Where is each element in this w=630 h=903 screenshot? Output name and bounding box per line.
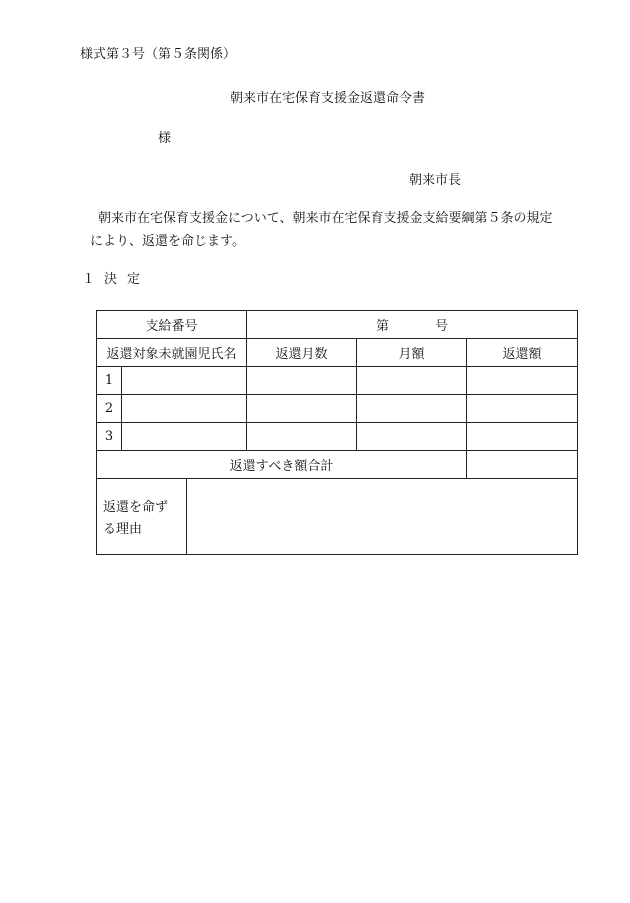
form-number: 様式第３号（第５条関係） — [80, 47, 237, 62]
months-cell — [247, 367, 357, 395]
months-cell — [247, 395, 357, 423]
issuer-name: 朝来市長 — [409, 173, 462, 188]
monthly-amount-cell — [357, 367, 467, 395]
section-heading — [82, 272, 150, 288]
table-row — [97, 367, 578, 395]
table-row — [97, 395, 578, 423]
body-text-line2: により、返還を命じます。 — [90, 234, 245, 249]
monthly-amount-cell — [357, 395, 467, 423]
reason-label-line2: る理由 — [103, 522, 143, 537]
column-header-row — [97, 339, 578, 367]
number-prefix: 第 — [375, 319, 389, 334]
payment-number-field — [247, 311, 578, 339]
col-monthly-amount: 月額 — [357, 339, 467, 367]
col-refund-amount: 返還額 — [467, 339, 578, 367]
months-cell — [247, 423, 357, 451]
payment-number-row — [97, 311, 578, 339]
refund-amount-cell — [467, 395, 578, 423]
number-suffix: 号 — [435, 319, 449, 334]
child-name-cell — [122, 395, 247, 423]
reason-row — [97, 479, 578, 555]
total-row — [97, 451, 578, 479]
refund-table — [96, 310, 578, 555]
refund-amount-cell — [467, 367, 578, 395]
total-amount-cell — [467, 451, 578, 479]
total-label: 返還すべき額合計 — [97, 451, 467, 479]
row-number: 1 — [97, 367, 122, 395]
row-number: 3 — [97, 423, 122, 451]
document-title: 朝来市在宅保育支援金返還命令書 — [230, 91, 426, 106]
table-row — [97, 423, 578, 451]
section-title: 決定 — [104, 272, 151, 287]
child-name-cell — [122, 423, 247, 451]
body-text-line1: 朝来市在宅保育支援金について、朝来市在宅保育支援金支給要綱第５条の規定 — [98, 211, 553, 226]
row-number: 2 — [97, 395, 122, 423]
reason-label-line1: 返還を命ず — [103, 500, 169, 515]
section-number: １ — [82, 272, 96, 287]
payment-number-label: 支給番号 — [97, 311, 247, 339]
reason-cell — [187, 479, 578, 555]
refund-amount-cell — [467, 423, 578, 451]
addressee-suffix: 様 — [158, 131, 172, 146]
col-child-name: 返還対象未就園児氏名 — [97, 339, 247, 367]
col-months: 返還月数 — [247, 339, 357, 367]
monthly-amount-cell — [357, 423, 467, 451]
reason-label — [97, 479, 187, 555]
child-name-cell — [122, 367, 247, 395]
